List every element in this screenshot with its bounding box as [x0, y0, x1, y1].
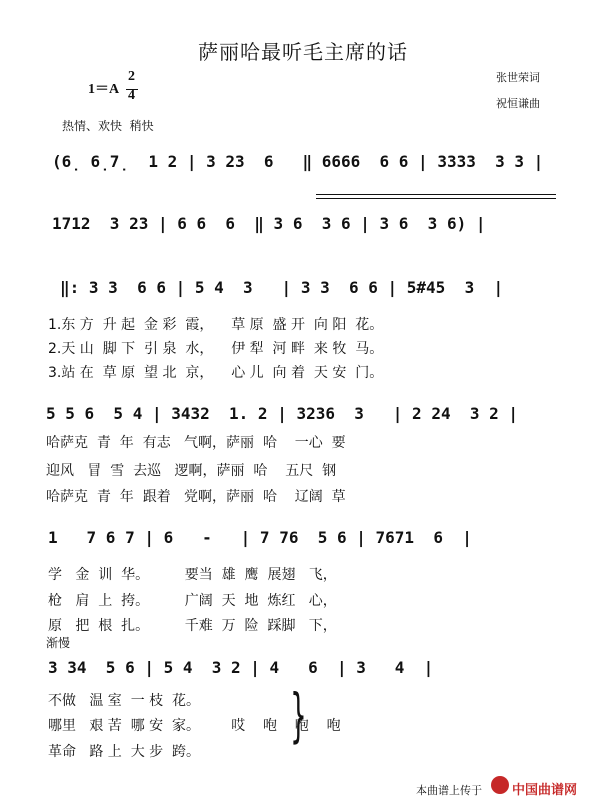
- lyric-verse-2: 2.天 山 脚 下 引 泉 水， 伊 犁 河 畔 来 牧 马。: [48, 341, 384, 357]
- footer-site-name[interactable]: 中国曲谱网: [512, 783, 578, 798]
- notation-line-3: ‖: 3 3 6 6 | 5 4 3 | 3 3 6 6 | 5#45 3 |: [60, 278, 504, 297]
- song-title: 萨丽哈最听毛主席的话: [198, 40, 408, 64]
- footer-text: 本曲谱上传于: [416, 784, 482, 797]
- notation-line-4: 5 5 6 5 4 | 3432 1. 2 | 3236 3 | 2 24 3 2 |: [46, 404, 519, 423]
- notation-line-5: 1 7 6 7 | 6 - | 7 76 5 6 | 7671 6 |: [48, 528, 472, 547]
- lyric-line-5a: 学 金 训 华。 要当 雄 鹰 展翅 飞，: [48, 567, 337, 583]
- lyric-line-6a: 不做 温 室 一 枝 花。: [48, 693, 201, 709]
- expression-marking: 渐慢: [46, 636, 71, 650]
- tempo-marking: 热情、欢快 稍快: [62, 119, 154, 133]
- lyric-verse-1: 1.东 方 升 起 金 彩 霞， 草 原 盛 开 向 阳 花。: [48, 317, 384, 333]
- notation-line-6: 3 34 5 6 | 5 4 3 2 | 4 6 | 3 4 |: [48, 658, 434, 677]
- notation-line-2: 1712 3 23 | 6 6 6 ‖ 3 6 3 6 | 3 6 3 6) |: [52, 214, 486, 233]
- site-logo-icon: [491, 776, 509, 794]
- key-signature: 1＝A: [88, 82, 120, 97]
- composer-credit: 祝恒谦曲: [496, 97, 540, 110]
- notation-line-1: (6̣ 6̣7̣ 1 2 | 3 23 6 ‖ 6666 6 6 | 3333 3 3 |: [52, 152, 544, 171]
- time-signature-bottom: 4: [128, 88, 135, 103]
- lyric-line-6c: 革命 路 上 大 步 跨。: [48, 744, 201, 760]
- lyric-line-5c: 原 把 根 扎。 千难 万 险 踩脚 下，: [48, 618, 337, 634]
- lyric-verse-3: 3.站 在 草 原 望 北 京， 心 儿 向 着 天 安 门。: [48, 365, 384, 381]
- lyric-line-4b: 迎风 冒 雪 去巡 逻啊，萨丽 哈 五尺 钢: [46, 463, 337, 479]
- lyricist-credit: 张世荣词: [496, 71, 540, 84]
- lyric-line-4a: 哈萨克 青 年 有志 气啊，萨丽 哈 一心 要: [46, 435, 346, 451]
- lyric-line-4c: 哈萨克 青 年 跟着 党啊，萨丽 哈 辽阔 草: [46, 489, 346, 505]
- section-rule: [316, 194, 556, 195]
- lyric-brace: }: [290, 681, 307, 749]
- lyric-line-6b: 哪里 艰 苦 哪 安 家。 哎 咆 咆 咆: [48, 718, 341, 734]
- time-signature-top: 2: [128, 69, 135, 84]
- section-rule: [316, 198, 556, 199]
- lyric-line-5b: 枪 肩 上 挎。 广阔 天 地 炼红 心，: [48, 593, 337, 609]
